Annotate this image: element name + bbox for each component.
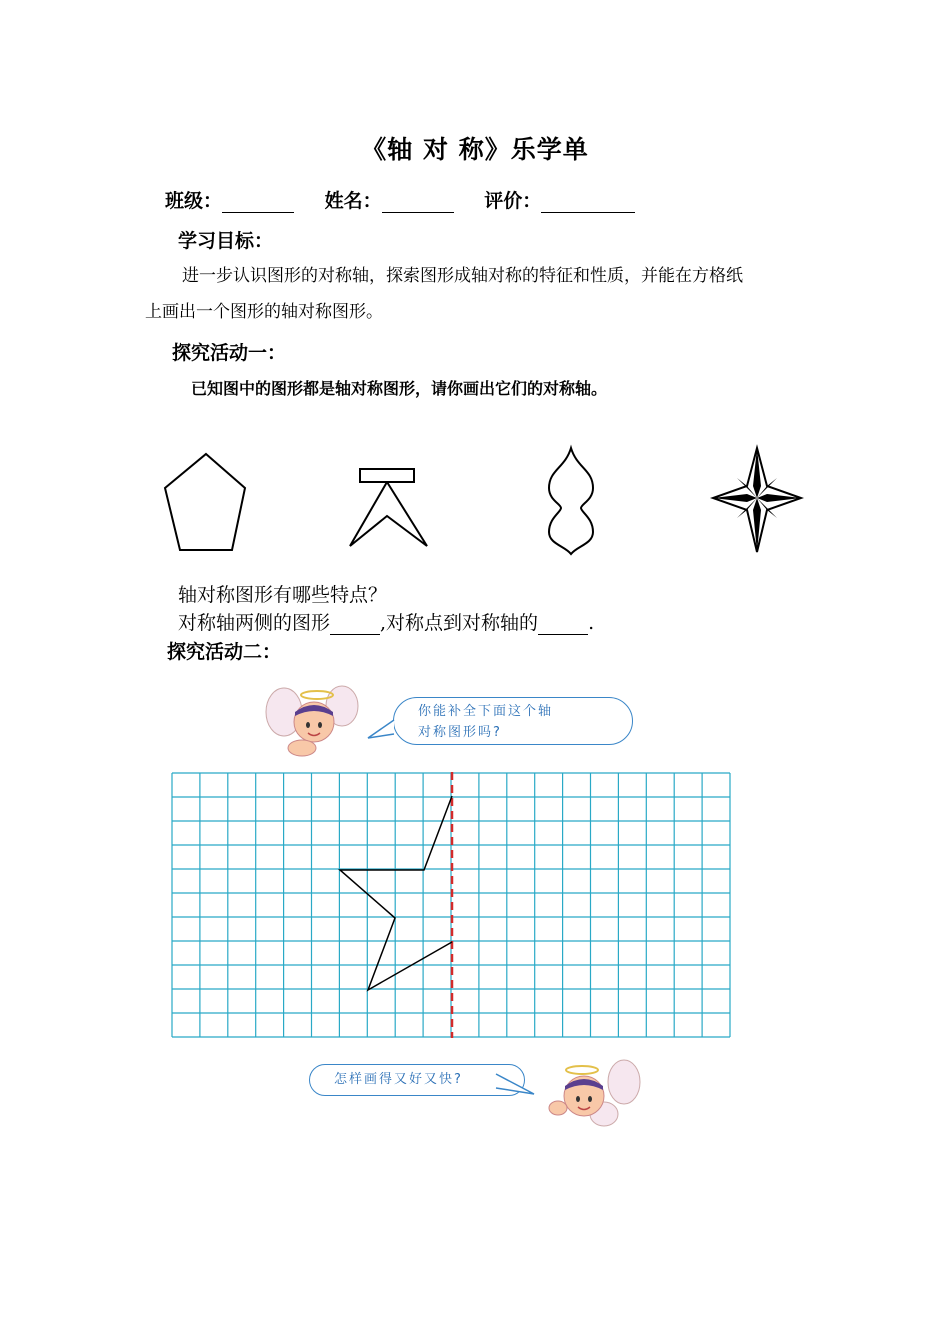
page-title: 《轴 对 称》乐学单 bbox=[361, 135, 589, 164]
activity2-heading: 探究活动二： bbox=[167, 641, 282, 663]
angel-icon bbox=[262, 680, 362, 760]
speech-bubble-1 bbox=[393, 697, 633, 745]
angel-icon-2 bbox=[542, 1052, 642, 1134]
shapes-row bbox=[155, 440, 855, 560]
bubble1-line1: 你能补全下面这个轴 bbox=[418, 704, 554, 719]
fill-part1: 对称轴两侧的图形 bbox=[178, 612, 331, 634]
goals-line2: 上画出一个图形的轴对称图形。 bbox=[145, 302, 383, 322]
speech-bubble-2: 怎样画得又好又快? bbox=[309, 1064, 525, 1096]
class-blank[interactable] bbox=[222, 190, 294, 213]
graph-grid bbox=[170, 772, 732, 1040]
compass-star-icon bbox=[713, 448, 801, 552]
fill-blank-1[interactable] bbox=[330, 614, 380, 635]
class-label: 班级： bbox=[165, 190, 223, 212]
fill-in-sentence bbox=[178, 608, 594, 635]
goals-line1: 进一步认识图形的对称轴，探索图形成轴对称的特征和性质，并能在方格纸 bbox=[182, 266, 743, 286]
eval-blank[interactable] bbox=[541, 190, 635, 213]
bubble2-tail bbox=[494, 1066, 538, 1098]
activity1-instruction: 已知图中的图形都是轴对称图形，请你画出它们的对称轴。 bbox=[191, 379, 608, 398]
fill-part2: ,对称点到对称轴的 bbox=[380, 612, 539, 634]
name-label: 姓名： bbox=[324, 190, 382, 212]
eval-label: 评价： bbox=[484, 190, 542, 212]
pentagon-icon bbox=[165, 454, 245, 550]
fill-end: . bbox=[588, 612, 595, 634]
goals-heading: 学习目标： bbox=[178, 230, 274, 252]
bubble1-tail bbox=[366, 716, 398, 742]
bubble1-line2: 对称图形吗? bbox=[418, 725, 502, 740]
features-question: 轴对称图形有哪些特点？ bbox=[178, 584, 388, 606]
name-blank[interactable] bbox=[382, 190, 454, 213]
info-row bbox=[165, 186, 659, 213]
triangle-flag-icon bbox=[350, 469, 427, 546]
fill-blank-2[interactable] bbox=[538, 614, 588, 635]
activity1-heading: 探究活动一： bbox=[172, 342, 287, 364]
gourd-icon bbox=[549, 448, 593, 554]
